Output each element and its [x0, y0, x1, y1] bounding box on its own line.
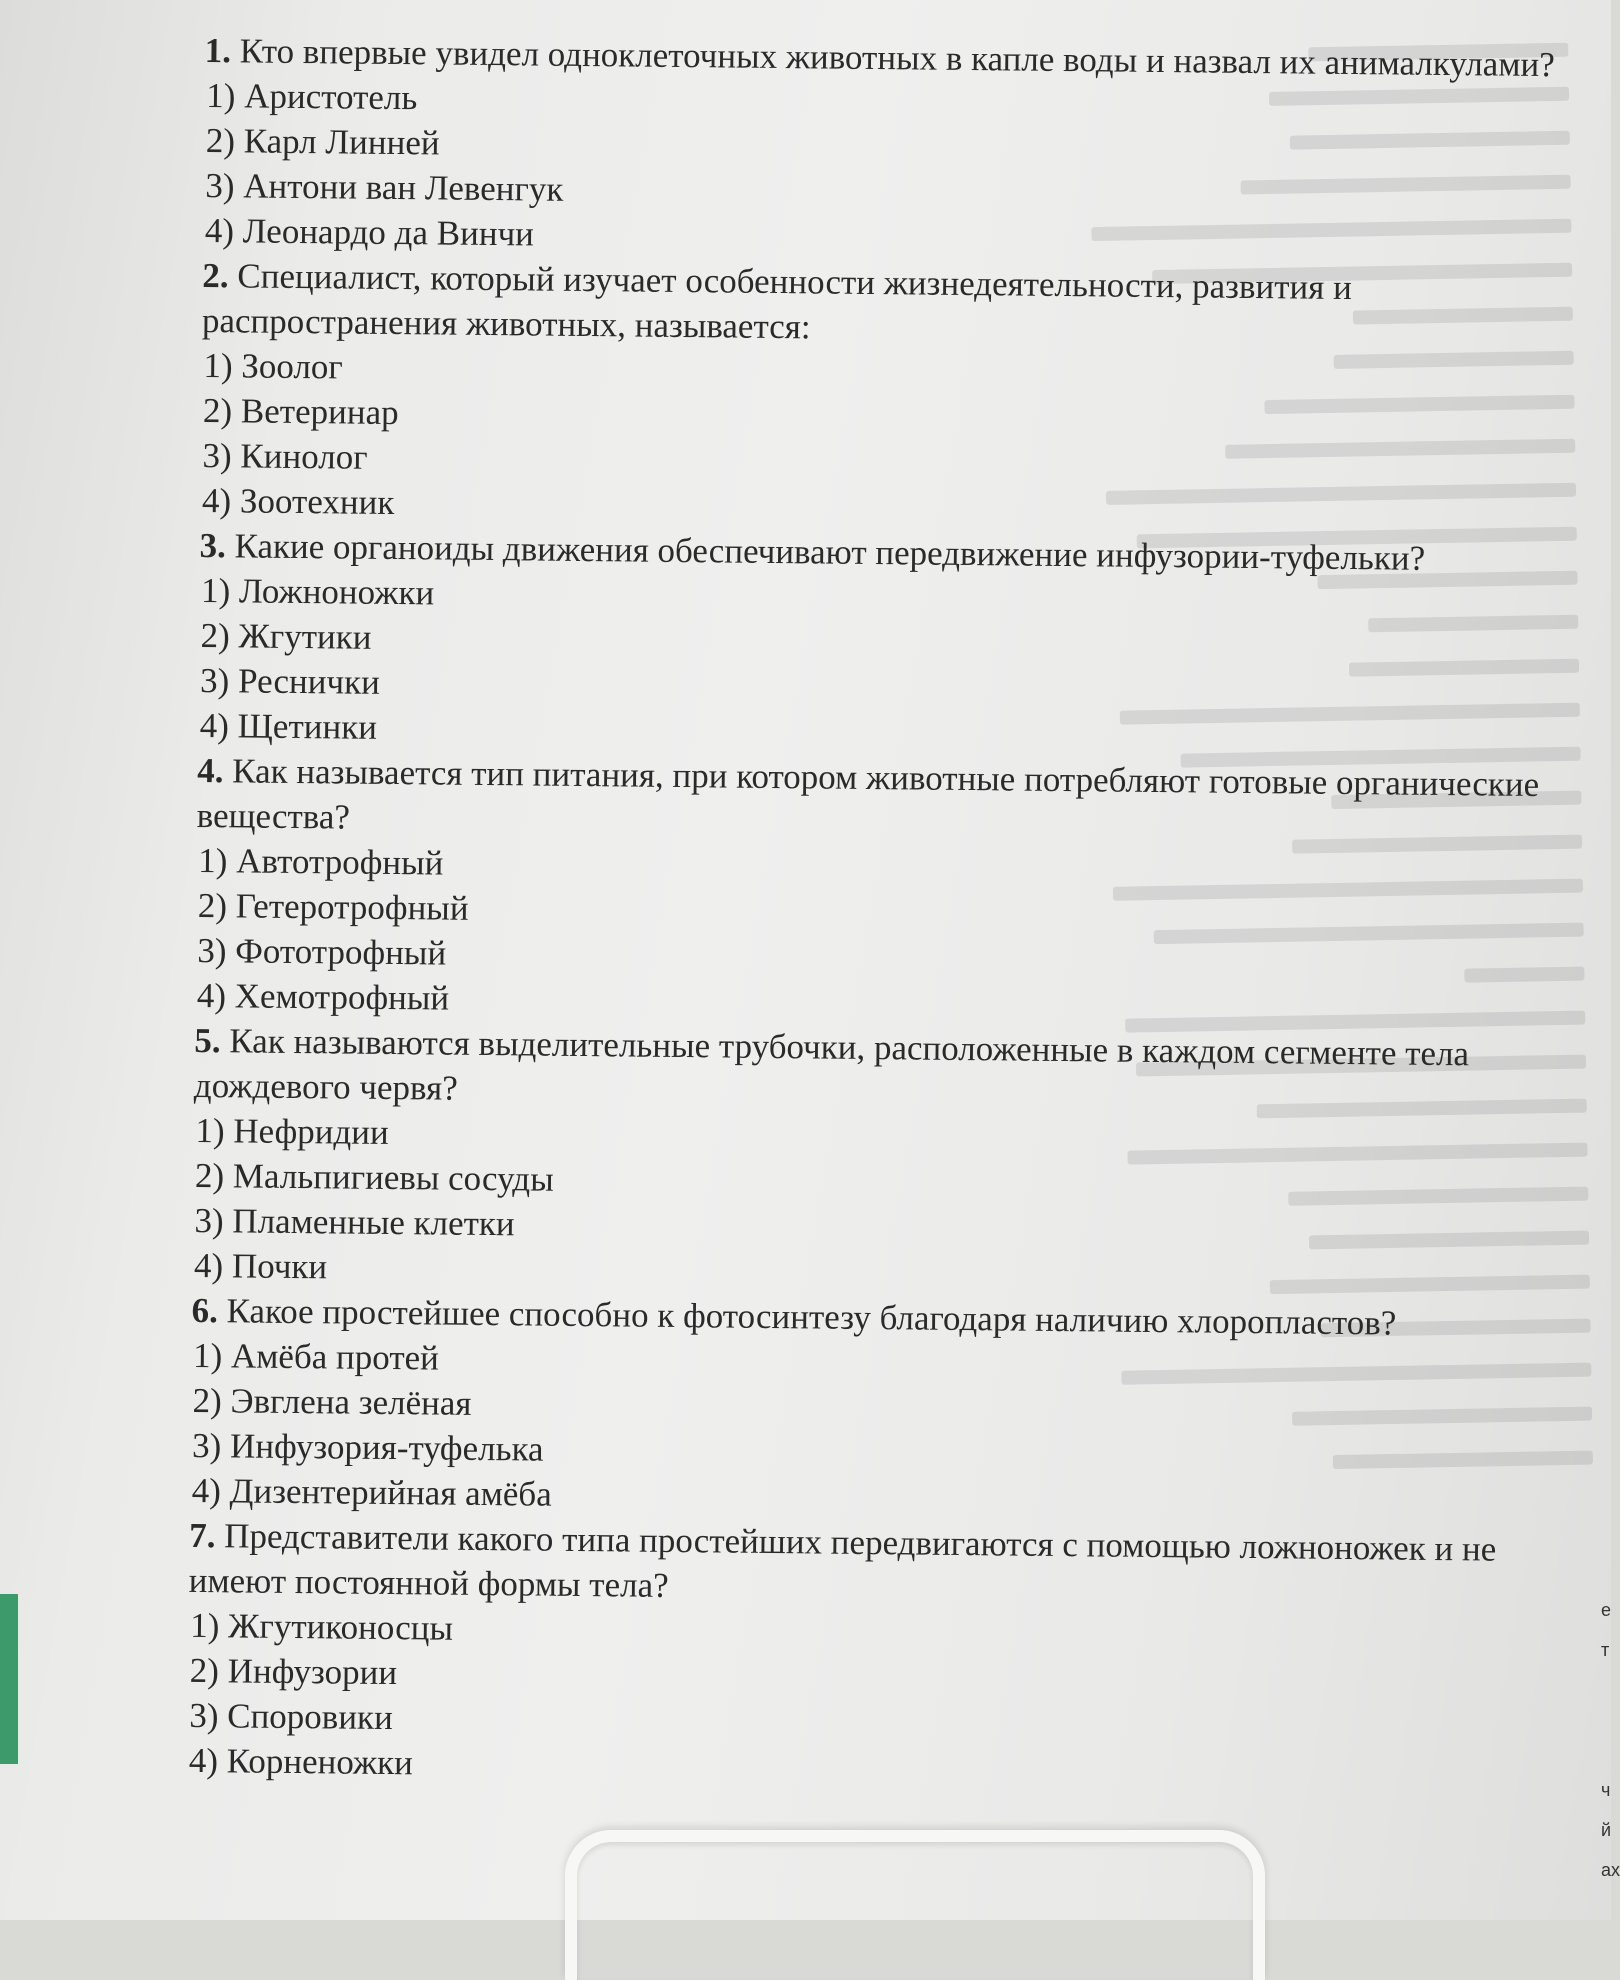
answer-option: 3) Реснички [199, 660, 381, 702]
answer-option: 3) Инфузория-туфелька [191, 1425, 544, 1469]
answer-option: 2) Карл Линней [205, 121, 440, 163]
answer-option: 4) Почки [193, 1245, 328, 1287]
answer-option: 2) Ветеринар [202, 391, 399, 433]
answer-option: 2) Гетеротрофный [197, 885, 469, 928]
question-4 [195, 748, 1558, 1032]
quiz-questions [187, 28, 1565, 1797]
edge-fragment: ч [1601, 1780, 1611, 1800]
question-number: 6. [191, 1290, 219, 1331]
question-text: Специалист, который изучает особенности жизнедеятельности, развития и распространения животных, называется: [201, 256, 1353, 347]
question-number: 4. [197, 750, 224, 791]
question-7 [187, 1513, 1550, 1797]
answer-option: 2) Мальпигиевы сосуды [194, 1155, 554, 1199]
answer-option: 1) Жгутиконосцы [190, 1605, 454, 1648]
answer-option: 3) Антони ван Левенгук [205, 166, 564, 209]
edge-fragment: е [1601, 1600, 1612, 1620]
answer-option: 1) Зоолог [203, 346, 343, 387]
question-number: 5. [194, 1020, 221, 1061]
right-edge-text [1601, 1590, 1620, 1890]
question-text: Какое простейшее способно к фотосинтезу благодаря наличию хлоропластов? [226, 1291, 1397, 1343]
answer-option: 2) Эвглена зелёная [192, 1380, 472, 1423]
green-book-edge [0, 1594, 18, 1764]
answer-option: 1) Автотрофный [198, 840, 444, 883]
question-text: Кто впервые увидел одноклеточных животных в капле воды и назвал их анималкулами? [239, 31, 1555, 85]
edge-fragment: й [1601, 1820, 1612, 1840]
answer-option: 4) Хемотрофный [196, 975, 450, 1018]
answer-option: 3) Кинолог [202, 435, 368, 477]
answer-option: 4) Зоотехник [201, 480, 395, 523]
question-number: 1. [204, 30, 232, 71]
question-number: 2. [202, 255, 229, 296]
document-stand [565, 1830, 1265, 1980]
answer-option: 3) Споровики [189, 1695, 394, 1738]
question-text: Как называются выделительные трубочки, расположенные в каждом сегменте тела дождевого червя? [193, 1021, 1470, 1108]
question-6 [189, 1288, 1551, 1527]
answer-option: 4) Леонардо да Винчи [204, 211, 535, 254]
answer-option: 2) Инфузории [189, 1650, 398, 1693]
answer-option: 4) Корненожки [188, 1740, 414, 1783]
question-3 [197, 523, 1559, 762]
question-2 [200, 253, 1563, 537]
answer-option: 1) Нефридии [195, 1110, 389, 1152]
answer-option: 3) Пламенные клетки [194, 1200, 515, 1244]
answer-option: 1) Амёба протей [192, 1335, 440, 1378]
question-5 [192, 1018, 1555, 1302]
answer-option: 4) Щетинки [199, 705, 378, 747]
answer-option: 3) Фототрофный [197, 930, 447, 973]
answer-option: 1) Аристотель [206, 76, 418, 118]
edge-fragment: ах [1601, 1860, 1620, 1880]
question-number: 3. [199, 525, 227, 566]
answer-option: 4) Дизентерийная амёба [191, 1470, 552, 1514]
question-text: Какие органоиды движения обеспечивают передвижение инфузории-туфельки? [234, 526, 1426, 578]
question-text: Как называется тип питания, при котором животные потребляют готовые органические вещества? [196, 751, 1540, 837]
edge-fragment: т [1601, 1640, 1610, 1660]
answer-option: 2) Жгутики [200, 615, 372, 657]
question-number: 7. [189, 1515, 216, 1556]
question-1 [203, 28, 1565, 267]
answer-option: 1) Ложноножки [200, 570, 435, 613]
question-text: Представители какого типа простейших передвигаются с помощью ложноножек и не имеют постоянной формы тела? [188, 1516, 1497, 1605]
